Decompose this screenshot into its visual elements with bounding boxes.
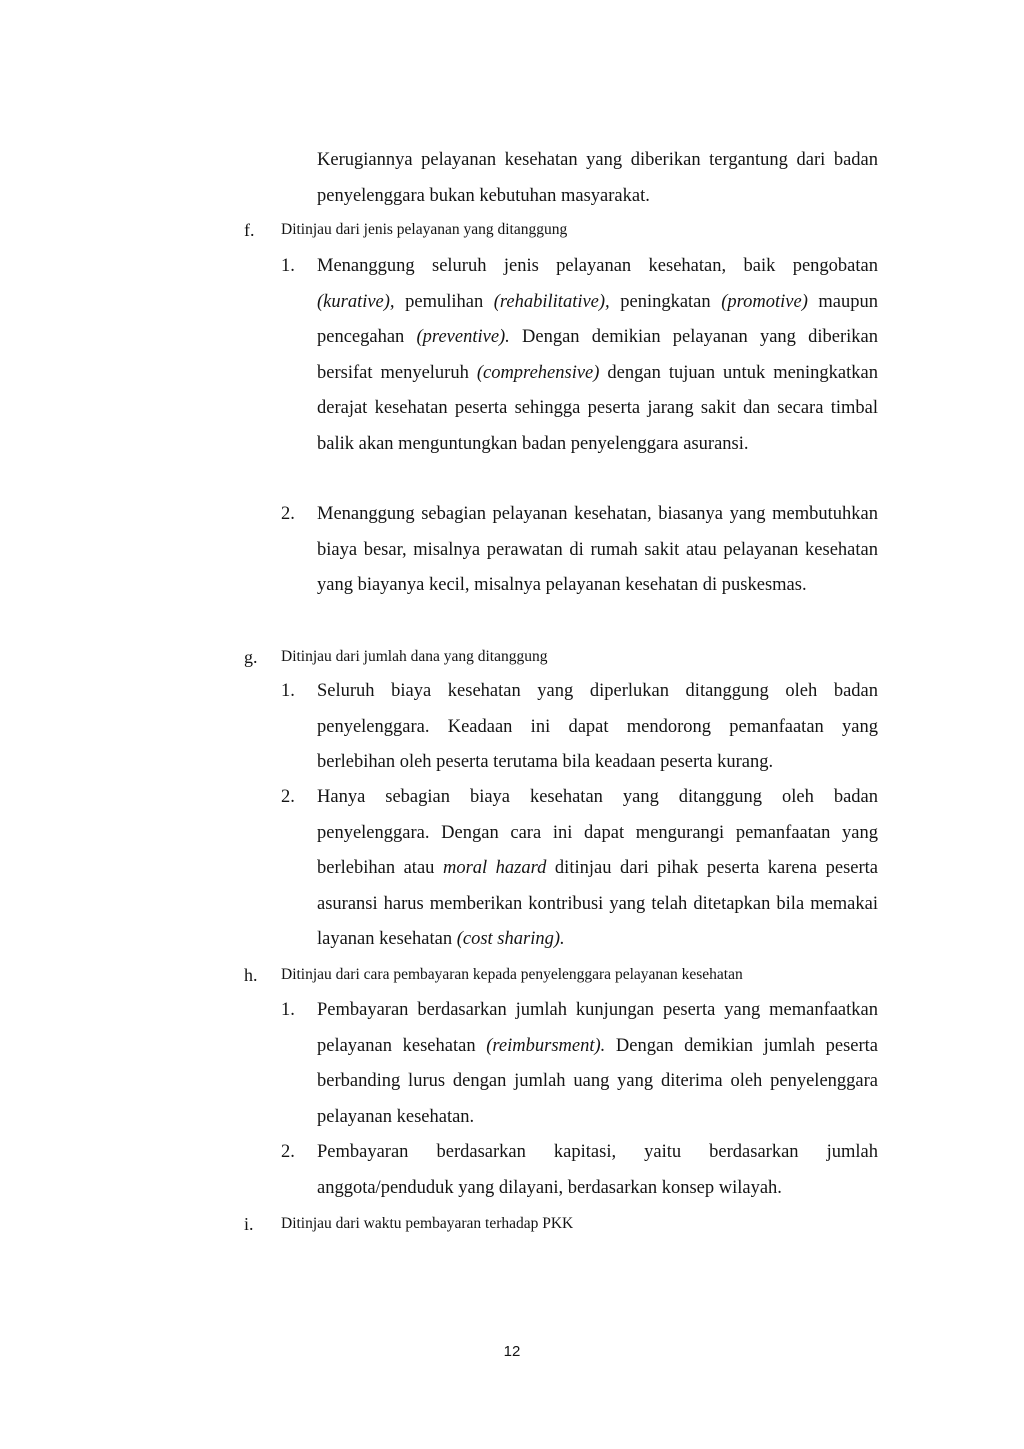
section-g-item-2-text: Hanya sebagian biaya kesehatan yang ditanggung oleh badan penyelenggara. Dengan cara ini dapat mengurangi pemanfaatan yang berlebihan atau moral hazard ditinjau dari pihak peserta karena peserta asuransi harus memberikan kontribusi yang telah ditetapkan bila memakai layanan kesehatan (cost sharing). (317, 787, 879, 950)
section-f-title: Ditinjau dari jenis pelayanan yang ditanggung (281, 221, 568, 238)
section-i-letter: i. (244, 1214, 254, 1234)
section-i-title: Ditinjau dari waktu pembayaran terhadap PKK (281, 1215, 574, 1232)
section-f-item-2-text: Menanggung sebagian pelayanan kesehatan, biasanya yang membutuhkan biaya besar, misalnya perawatan di rumah sakit atau pelayanan kesehatan yang biayanya kecil, misalnya pelayanan kesehatan di puskesmas. (317, 504, 878, 596)
section-f-item-1-number: 1. (281, 256, 295, 276)
italic-term: (comprehensive) (476, 362, 600, 383)
section-h-item-1-text: Pembayaran berdasarkan jumlah kunjungan peserta yang memanfaatkan pelayanan kesehatan (reimbursment). Dengan demikian jumlah peserta berbanding lurus dengan jumlah uang yang diterima oleh penyelenggara pelayanan kesehatan. (317, 1000, 879, 1127)
section-f-item-2-number: 2. (281, 504, 295, 524)
italic-term: (preventive). (416, 327, 510, 348)
section-g-title: Ditinjau dari jumlah dana yang ditanggung (281, 648, 548, 665)
section-h-letter: h. (244, 965, 258, 985)
section-f-item-1-text: Menanggung seluruh jenis pelayanan kesehatan, baik pengobatan (kurative), pemulihan (rehabilitative), peningkatan (promotive) maupun pencegahan (preventive). Dengan demikian pelayanan yang diberikan bersifat menyeluruh (comprehensive) dengan tujuan untuk meningkatkan derajat kesehatan peserta sehingga peserta jarang sakit dan secara timbal balik akan menguntungkan badan penyelenggara asuransi. (317, 256, 879, 454)
italic-term: (kurative), (317, 291, 395, 312)
intro-paragraph: Kerugiannya pelayanan kesehatan yang diberikan tergantung dari badan penyelenggara bukan kebutuhan masyarakat. (317, 150, 878, 206)
section-h-item-2-text: Pembayaran berdasarkan kapitasi, yaitu berdasarkan jumlah anggota/penduduk yang dilayani, berdasarkan konsep wilayah. (317, 1142, 878, 1198)
section-g-letter: g. (244, 647, 258, 667)
section-h-title: Ditinjau dari cara pembayaran kepada penyelenggara pelayanan kesehatan (281, 966, 743, 983)
section-g-item-2-number: 2. (281, 787, 295, 807)
italic-term: (rehabilitative), (493, 291, 610, 312)
italic-term: (cost sharing). (456, 929, 565, 950)
section-h-item-1-number: 1. (281, 1000, 295, 1020)
italic-term: moral hazard (442, 858, 547, 879)
section-f-letter: f. (244, 220, 255, 240)
section-g-item-1-text: Seluruh biaya kesehatan yang diperlukan ditanggung oleh badan penyelenggara. Keadaan ini dapat mendorong pemanfaatan yang berlebihan oleh peserta terutama bila keadaan peserta kurang. (317, 681, 878, 773)
section-h-item-2-number: 2. (281, 1142, 295, 1162)
italic-term: (reimbursment). (486, 1035, 606, 1056)
page-number: 12 (503, 1343, 521, 1360)
section-g-item-1-number: 1. (281, 681, 295, 701)
italic-term: (promotive) (721, 291, 808, 312)
